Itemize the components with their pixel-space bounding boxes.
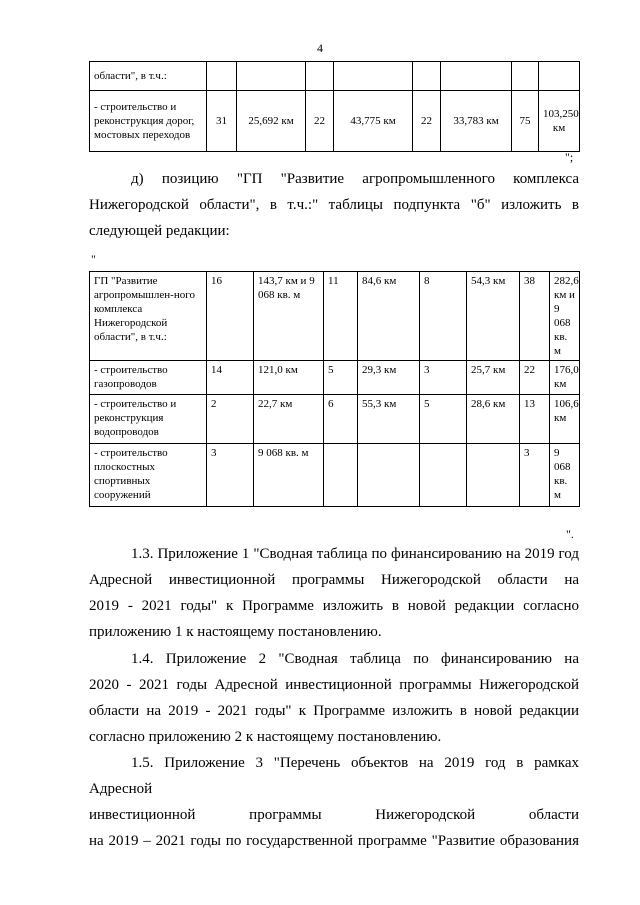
table-cell: 121,0 км — [254, 361, 324, 395]
table-cell: 8 — [420, 272, 467, 361]
table-cell: 9 068 кв. м — [254, 444, 324, 507]
table-cell: - строительство и реконструкция дорог, мостовых переходов — [90, 91, 207, 152]
table-cell: области", в т.ч.: — [90, 62, 207, 91]
text-line: 2020 - 2021 годы Адресной инвестиционной программы Нижегородской — [89, 677, 579, 693]
text-line: Нижегородской области", в т.ч.:" таблицы подпункта "б" изложить в — [89, 197, 579, 213]
table-cell: 13 — [520, 395, 550, 444]
table-cell: 22 — [306, 91, 334, 152]
table-cell: - строительство плоскостных спортивных сооружений — [90, 444, 207, 507]
text-line: на 2019 – 2021 годы по государственной программе "Развитие образования — [89, 833, 579, 849]
table-row — [90, 444, 580, 507]
table-cell: 31 — [207, 91, 237, 152]
table-row — [90, 272, 580, 361]
text-line: Адресной инвестиционной программы Нижегородской области на — [89, 572, 579, 588]
table-cell — [413, 62, 441, 91]
table-cell: 9 068 кв. м — [550, 444, 580, 507]
text-line: согласно приложению 2 к настоящему постановлению. — [89, 729, 442, 745]
text-line: области на 2019 - 2021 годы" к Программе изложить в новой редакции — [89, 703, 579, 719]
page-number: 4 — [317, 41, 323, 55]
table-cell: 3 — [207, 444, 254, 507]
table-cell — [539, 62, 580, 91]
text-line: приложению 1 к настоящему постановлению. — [89, 624, 382, 640]
data-table-agro — [89, 271, 580, 507]
table-cell — [306, 62, 334, 91]
table-cell: 103,250 км — [539, 91, 580, 152]
closing-quote: "; — [565, 150, 574, 164]
paragraph-d — [89, 166, 579, 244]
table-cell: 25,7 км — [467, 361, 520, 395]
table-cell: 16 — [207, 272, 254, 361]
paragraph-1-4 — [89, 646, 579, 750]
text-line: 2019 - 2021 годы" к Программе изложить в новой редакции согласно — [89, 598, 579, 614]
closing-quote: ". — [566, 527, 574, 541]
table-cell: 22 — [413, 91, 441, 152]
table-cell — [237, 62, 306, 91]
table-cell — [358, 444, 420, 507]
table-cell: ГП "Развитие агропромышлен-ного комплекса Нижегородской области", в т.ч.: — [90, 272, 207, 361]
table-cell: 28,6 км — [467, 395, 520, 444]
table-cell: 282,6 км и 9 068 кв. м — [550, 272, 580, 361]
table-cell: 143,7 км и 9 068 кв. м — [254, 272, 324, 361]
table-cell — [324, 444, 358, 507]
table-cell: 3 — [520, 444, 550, 507]
table-cell: 33,783 км — [441, 91, 512, 152]
table-cell: 2 — [207, 395, 254, 444]
text-line: 1.3. Приложение 1 "Сводная таблица по финансированию на 2019 год — [131, 546, 579, 562]
table-cell: 106,6 км — [550, 395, 580, 444]
table-cell: - строительство и реконструкция водопроводов — [90, 395, 207, 444]
data-table-continuation — [89, 61, 580, 152]
table-cell: - строительство газопроводов — [90, 361, 207, 395]
table-row — [90, 361, 580, 395]
table-cell — [512, 62, 539, 91]
text-line: 1.5. Приложение 3 "Перечень объектов на 2019 год в рамках Адресной — [89, 755, 579, 797]
table-cell: 5 — [324, 361, 358, 395]
table-cell: 25,692 км — [237, 91, 306, 152]
table-cell: 3 — [420, 361, 467, 395]
table-cell: 38 — [520, 272, 550, 361]
table-cell — [207, 62, 237, 91]
table-cell: 55,3 км — [358, 395, 420, 444]
table-cell: 84,6 км — [358, 272, 420, 361]
table-row — [90, 395, 580, 444]
table-row — [90, 62, 580, 91]
table-cell: 22 — [520, 361, 550, 395]
paragraph-1-5 — [89, 750, 579, 854]
table-cell: 5 — [420, 395, 467, 444]
table-cell — [441, 62, 512, 91]
table-cell: 176,0 км — [550, 361, 580, 395]
table-row — [90, 91, 580, 152]
table-cell: 29,3 км — [358, 361, 420, 395]
table-cell — [420, 444, 467, 507]
table-cell: 54,3 км — [467, 272, 520, 361]
text-line: следующей редакции: — [89, 223, 230, 239]
table-cell: 75 — [512, 91, 539, 152]
table-cell: 11 — [324, 272, 358, 361]
table-cell — [467, 444, 520, 507]
paragraph-1-3 — [89, 541, 579, 645]
text-line: инвестиционной программы Нижегородской области — [89, 807, 579, 823]
table-cell: 22,7 км — [254, 395, 324, 444]
text-line: 1.4. Приложение 2 "Сводная таблица по финансированию на — [131, 651, 579, 667]
table-cell: 6 — [324, 395, 358, 444]
opening-quote: " — [91, 252, 96, 266]
table-cell: 43,775 км — [334, 91, 413, 152]
table-cell — [334, 62, 413, 91]
table-cell: 14 — [207, 361, 254, 395]
text-line: д) позицию "ГП "Развитие агропромышленного комплекса — [131, 171, 579, 187]
